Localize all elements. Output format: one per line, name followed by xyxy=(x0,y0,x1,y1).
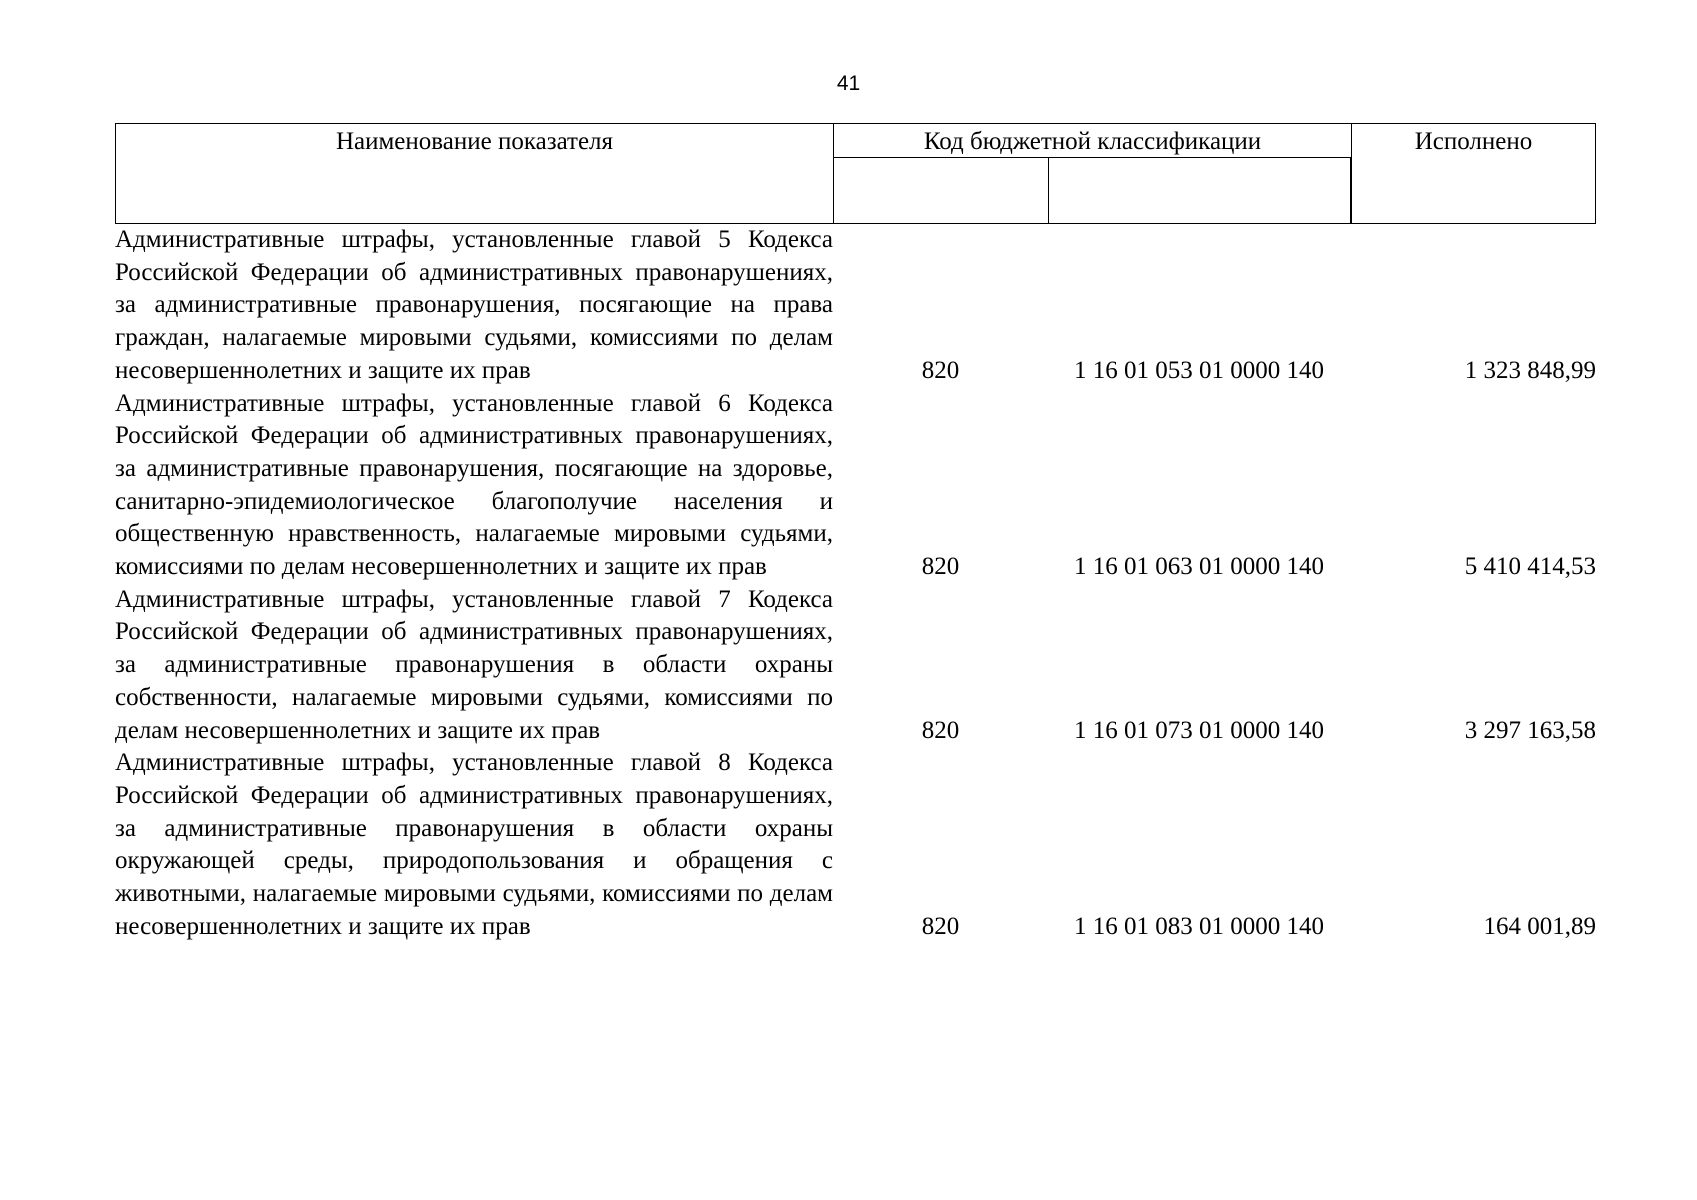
row-name: Административные штрафы, установленные главой 5 Кодекса Российской Федерации об административных правонарушениях, за административные правонарушения, посягающие на права граждан, налагаемые мировыми судьями, комиссиями по делам несовершеннолетних и защите их прав xyxy=(115,226,833,384)
row-code: 1 16 01 083 01 0000 140 xyxy=(1074,912,1324,940)
header-name: Наименование показателя xyxy=(116,124,834,223)
row-chapter: 820 xyxy=(921,356,960,384)
header-budget-code: Код бюджетной классификации xyxy=(834,124,1351,158)
row-chapter: 820 xyxy=(921,716,960,744)
row-code: 1 16 01 073 01 0000 140 xyxy=(1074,716,1324,744)
row-name: Административные штрафы, установленные главой 7 Кодекса Российской Федерации об административных правонарушениях, за административные правонарушения в области охраны собственности, налагаемые мировыми судьями, комиссиями по делам несовершеннолетних и защите их прав xyxy=(115,585,833,744)
table-row xyxy=(115,224,1596,388)
header-code-sub-a xyxy=(834,158,1049,224)
row-chapter: 820 xyxy=(921,553,960,581)
row-code: 1 16 01 063 01 0000 140 xyxy=(1074,553,1324,581)
table-header xyxy=(115,123,1596,224)
table-row xyxy=(115,388,1596,584)
row-amount: 5 410 414,53 xyxy=(1464,553,1596,581)
header-executed: Исполнено xyxy=(1414,128,1533,155)
row-chapter: 820 xyxy=(921,912,960,940)
row-name: Административные штрафы, установленные главой 6 Кодекса Российской Федерации об административных правонарушениях, за административные правонарушения, посягающие на здоровье, санитарно-эпидемиологическое благополучие населения и общественную нравственность, налагаемые мировыми судьями, комиссиями по делам несовершеннолетних и защите их прав xyxy=(115,389,833,581)
table-row xyxy=(115,584,1596,748)
row-name: Административные штрафы, установленные главой 8 Кодекса Российской Федерации об административных правонарушениях, за административные правонарушения в области охраны окружающей среды, природопользования и обращения с животными, налагаемые мировыми судьями, комиссиями по делам несовершеннолетних и защите их прав xyxy=(115,749,833,940)
page-number: 41 xyxy=(836,72,861,95)
row-amount: 1 323 848,99 xyxy=(1464,356,1596,384)
table-row xyxy=(115,747,1596,943)
row-code: 1 16 01 053 01 0000 140 xyxy=(1074,356,1324,384)
row-amount: 164 001,89 xyxy=(1483,912,1596,940)
table-body xyxy=(115,224,1596,943)
header-code-sub-b xyxy=(1049,158,1351,224)
row-amount: 3 297 163,58 xyxy=(1464,716,1596,744)
